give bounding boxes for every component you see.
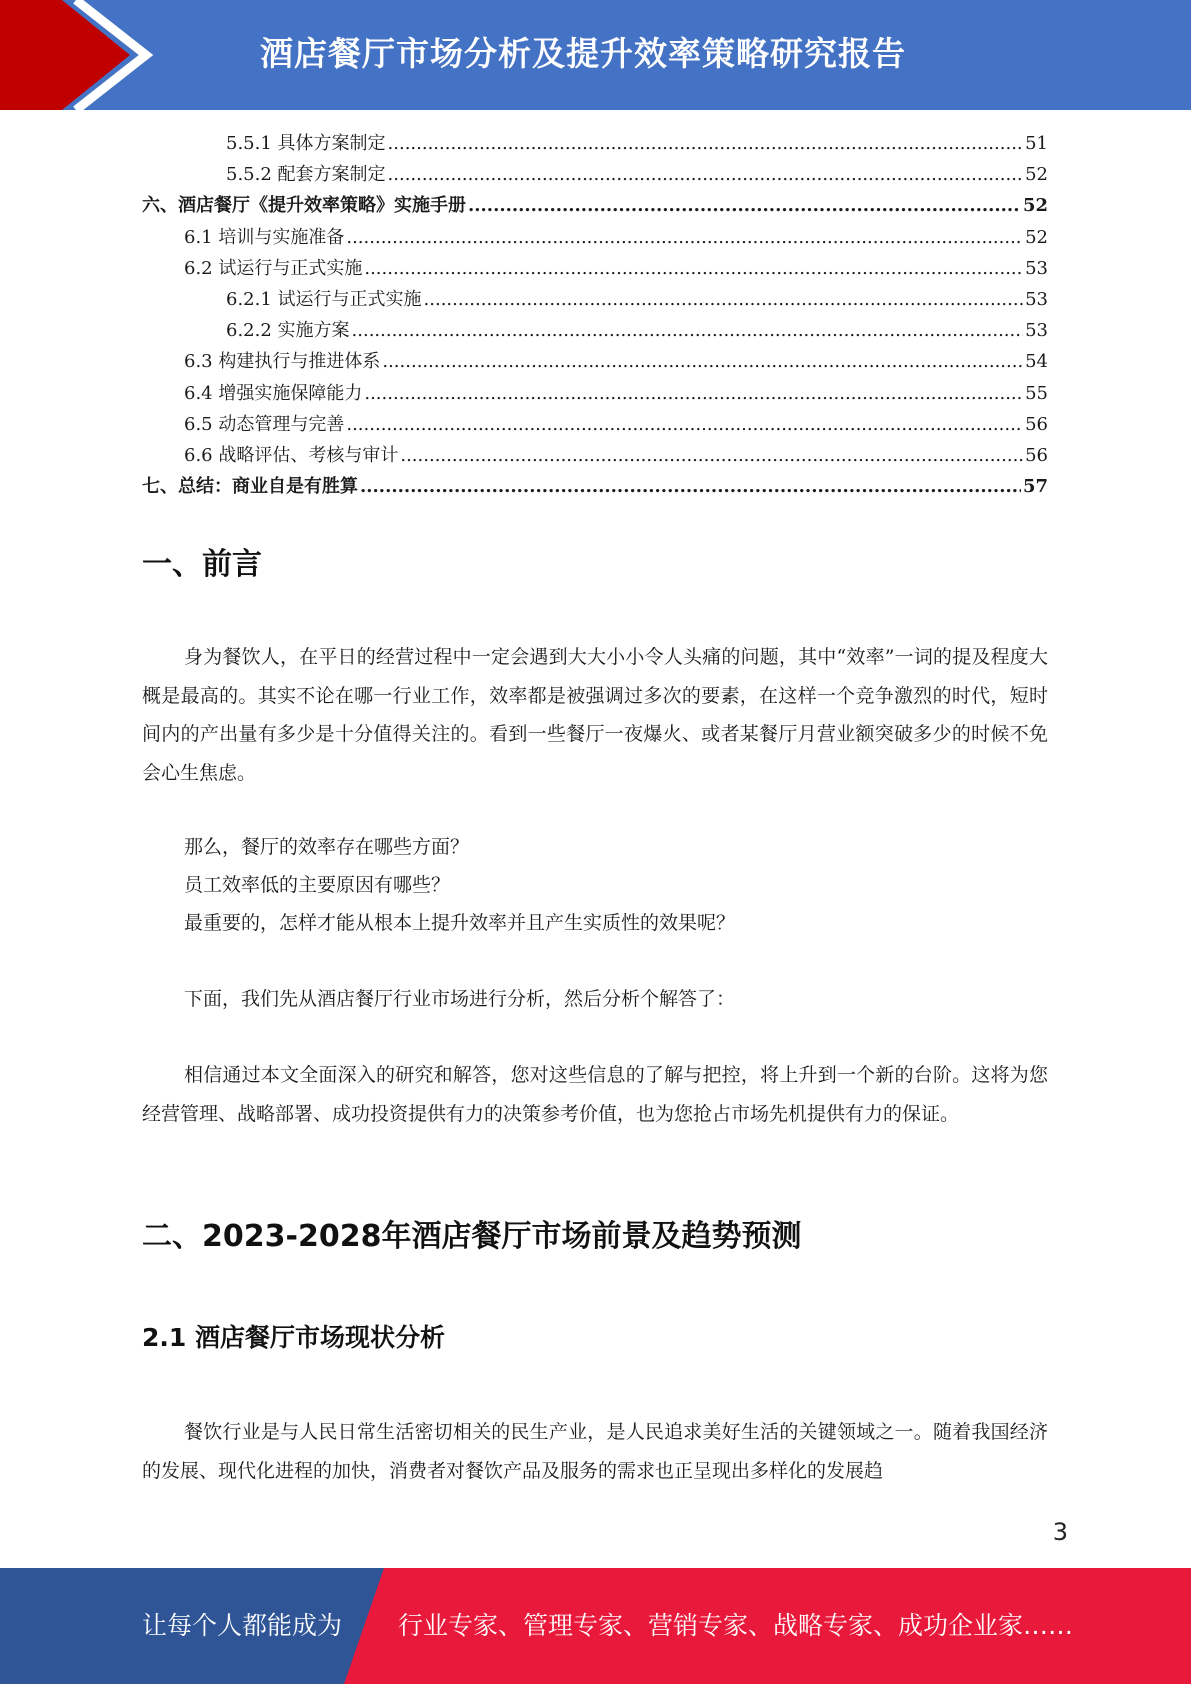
toc-entry-page: 51	[1025, 133, 1048, 154]
toc-entry-page: 55	[1025, 382, 1048, 404]
header-red-chevron	[0, 0, 130, 110]
header-chevron-graphic	[0, 0, 300, 110]
toc-dot-leader	[424, 284, 1024, 315]
toc-entry[interactable]	[142, 471, 1048, 502]
preface-question-1: 那么，餐厅的效率存在哪些方面？	[184, 836, 470, 858]
toc-entry-page: 54	[1025, 351, 1048, 373]
toc-entry-label: 5.5.1 具体方案制定	[226, 133, 386, 154]
toc-entry-label: 5.5.2 配套方案制定	[226, 164, 386, 186]
toc-entry[interactable]	[142, 159, 1048, 190]
page-footer	[0, 1568, 1191, 1684]
toc-dot-leader	[364, 378, 1023, 409]
toc-entry-page: 52	[1025, 226, 1048, 248]
toc-dot-leader	[468, 190, 1021, 221]
preface-paragraph-3: 相信通过本文全面深入的研究和解答，您对这些信息的了解与把控，将上升到一个新的台阶。这将为您经营管理、战略部署、成功投资提供有力的决策参考价值，也为您抢占市场先机提供有力的保证。	[142, 1064, 1048, 1125]
toc-entry-label: 6.2.1 试运行与正式实施	[226, 288, 422, 310]
toc-entry[interactable]	[142, 315, 1048, 346]
toc-dot-leader	[400, 440, 1023, 471]
toc-dot-leader	[388, 159, 1024, 190]
toc-dot-leader	[360, 471, 1021, 502]
document-title: 酒店餐厅市场分析及提升效率策略研究报告	[260, 34, 906, 73]
toc-dot-leader	[388, 128, 1024, 159]
page-number: 3	[1052, 1518, 1068, 1546]
toc-entry-page: 53	[1025, 320, 1048, 342]
footer-slogan-left: 让每个人都能成为	[142, 1611, 343, 1640]
market-status-paragraph: 餐饮行业是与人民日常生活密切相关的民生产业，是人民追求美好生活的关键领域之一。随着我国经济的发展、现代化进程的加快，消费者对餐饮产品及服务的需求也正呈现出多样化的发展趋	[142, 1421, 1048, 1482]
toc-entry-page: 53	[1025, 288, 1048, 310]
preface-question-3: 最重要的，怎样才能从根本上提升效率并且产生实质性的效果呢？	[184, 912, 736, 934]
toc-entry[interactable]	[142, 440, 1048, 471]
toc-dot-leader	[382, 346, 1023, 377]
toc-entry-page: 57	[1022, 476, 1048, 498]
toc-dot-leader	[346, 222, 1023, 253]
toc-entry[interactable]	[142, 409, 1048, 440]
table-of-contents	[142, 128, 1048, 502]
preface-paragraph-1: 身为餐饮人，在平日的经营过程中一定会遇到大大小小令人头痛的问题，其中“效率”一词的提及程度大概是最高的。其实不论在哪一行业工作，效率都是被强调过多次的要素，在这样一个竞争激烈的时代，短时间内的产出量有多少是十分值得关注的。看到一些餐厅一夜爆火、或者某餐厅月营业额突破多少的时候不免会心生焦虑。	[142, 646, 1048, 784]
toc-entry-label: 6.2 试运行与正式实施	[184, 257, 363, 279]
toc-entry[interactable]	[142, 378, 1048, 409]
toc-entry[interactable]	[142, 190, 1048, 221]
toc-entry-page: 56	[1025, 444, 1048, 466]
toc-entry-page: 52	[1025, 164, 1048, 186]
preface-paragraph-2: 下面，我们先从酒店餐厅行业市场进行分析，然后分析个解答了：	[184, 988, 736, 1010]
preface-question-2: 员工效率低的主要原因有哪些？	[184, 874, 451, 896]
toc-entry-label: 6.4 增强实施保障能力	[184, 382, 363, 404]
page-header	[0, 0, 1191, 110]
toc-entry-page: 52	[1022, 195, 1048, 217]
toc-entry[interactable]	[142, 284, 1048, 315]
toc-entry-label: 6.6 战略评估、考核与审计	[184, 444, 399, 466]
toc-entry-label: 6.2.2 实施方案	[226, 320, 350, 342]
toc-entry[interactable]	[142, 346, 1048, 377]
section-heading-preface: 一、前言	[142, 547, 262, 582]
toc-entry[interactable]	[142, 253, 1048, 284]
toc-dot-leader	[352, 315, 1024, 346]
subsection-heading-market-status: 2.1 酒店餐厅市场现状分析	[142, 1323, 445, 1352]
footer-slogan-right: 行业专家、管理专家、营销专家、战略专家、成功企业家……	[398, 1611, 1074, 1640]
toc-dot-leader	[346, 409, 1023, 440]
toc-entry-page: 53	[1025, 257, 1048, 279]
toc-dot-leader	[364, 253, 1023, 284]
toc-entry-label: 6.3 构建执行与推进体系	[184, 351, 381, 373]
toc-entry[interactable]	[142, 128, 1048, 159]
toc-entry-label: 七、总结：商业自是有胜算	[142, 476, 358, 498]
toc-entry[interactable]	[142, 222, 1048, 253]
toc-entry-page: 56	[1025, 413, 1048, 435]
toc-entry-label: 6.1 培训与实施准备	[184, 226, 345, 248]
toc-entry-label: 6.5 动态管理与完善	[184, 413, 345, 435]
section-heading-market-forecast: 二、2023-2028年酒店餐厅市场前景及趋势预测	[142, 1219, 802, 1254]
toc-entry-label: 六、酒店餐厅《提升效率策略》实施手册	[142, 195, 466, 217]
